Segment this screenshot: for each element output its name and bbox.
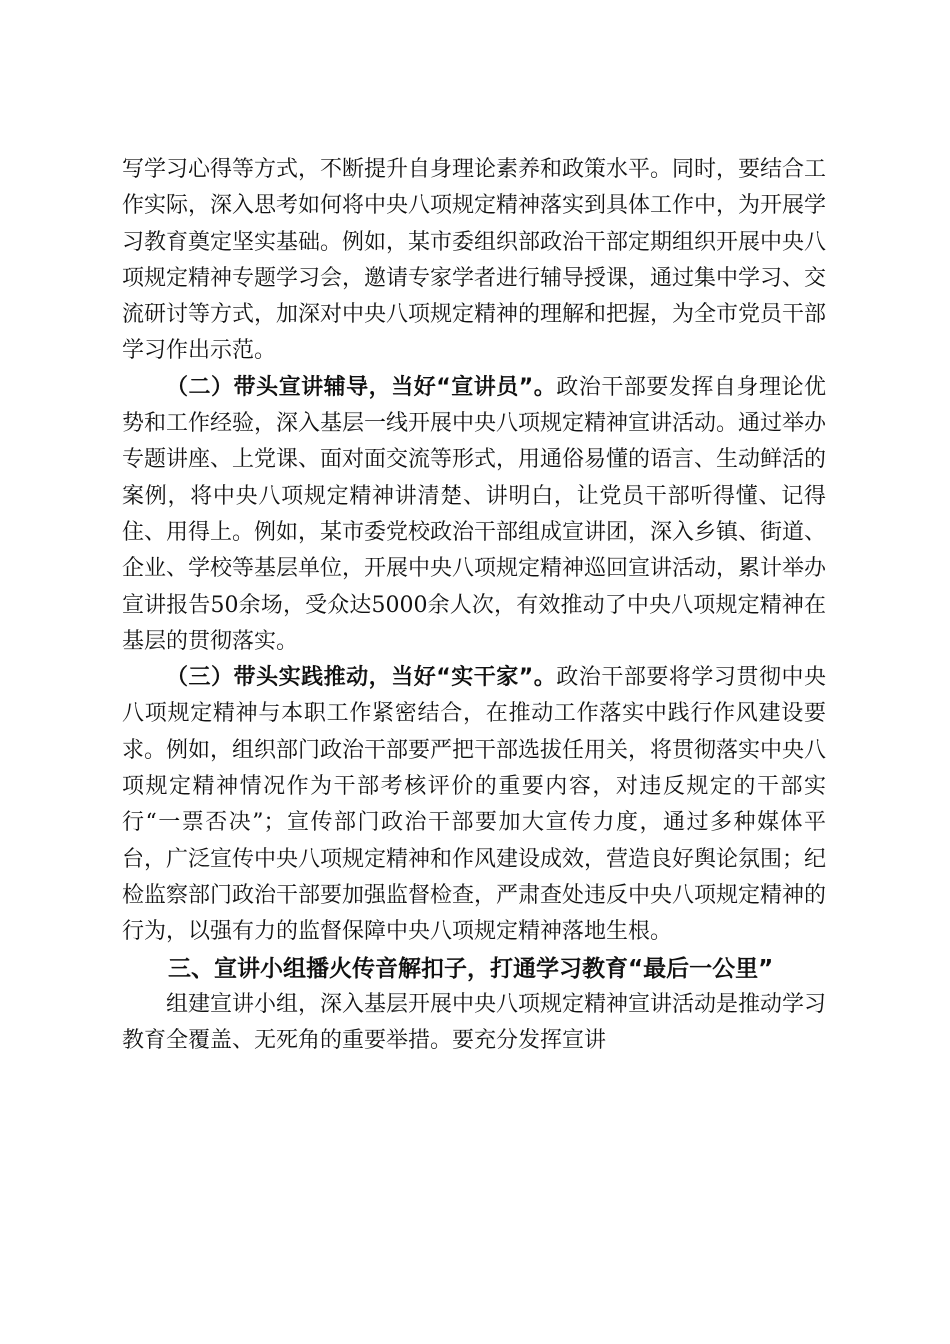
paragraph-section-2 — [122, 370, 826, 660]
section-2-body: 政治干部要发挥自身理论优势和工作经验，深入基层一线开展中央八项规定精神宣讲活动。通过举办专题讲座、上党课、面对面交流等形式，用通俗易懂的语言、生动鲜活的案例，将中央八项规定精神讲清楚、讲明白，让党员干部听得懂、记得住、用得上。例如，某市委党校政治干部组成宣讲团，深入乡镇、街道、企业、学校等基层单位，开展中央八项规定精神巡回宣讲活动，累计举办宣讲报告50余场，受众达5000余人次，有效推动了中央八项规定精神在基层的贯彻落实。 — [122, 374, 827, 654]
paragraph-continuation: 写学习心得等方式，不断提升自身理论素养和政策水平。同时，要结合工作实际，深入思考如何将中央八项规定精神落实到具体工作中，为开展学习教育奠定坚实基础。例如，某市委组织部政治干部定期组织开展中央八项规定精神专题学习会，邀请专家学者进行辅导授课，通过集中学习、交流研讨等方式，加深对中央八项规定精神的理解和把握，为全市党员干部学习作出示范。 — [122, 157, 827, 364]
section-3-body: 政治干部要将学习贯彻中央八项规定精神与本职工作紧密结合，在推动工作落实中践行作风建设要求。例如，组织部门政治干部要严把干部选拔任用关，将贯彻落实中央八项规定精神情况作为干部考核评价的重要内容，对违反规定的干部实行“一票否决”；宣传部门政治干部要加大宣传力度，通过多种媒体平台，广泛宣传中央八项规定精神和作风建设成效，营造良好舆论氛围；纪检监察部门政治干部要加强监督检查，严肃查处违反中央八项规定精神的行为，以强有力的监督保障中央八项规定精神落地生根。 — [122, 665, 827, 945]
paragraph-section-3 — [122, 660, 826, 950]
paragraph-chapter-3-body: 组建宣讲小组，深入基层开展中央八项规定精神宣讲活动是推动学习教育全覆盖、无死角的重要举措。要充分发挥宣讲 — [122, 991, 827, 1054]
section-2-heading: （二）带头宣讲辅导，当好“宣讲员”。 — [166, 374, 557, 400]
document-page — [122, 152, 826, 1059]
chapter-3-heading: 三、宣讲小组播火传音解扣子，打通学习教育“最后一公里” — [168, 955, 774, 982]
section-3-heading: （三）带头实践推动，当好“实干家”。 — [166, 665, 557, 691]
